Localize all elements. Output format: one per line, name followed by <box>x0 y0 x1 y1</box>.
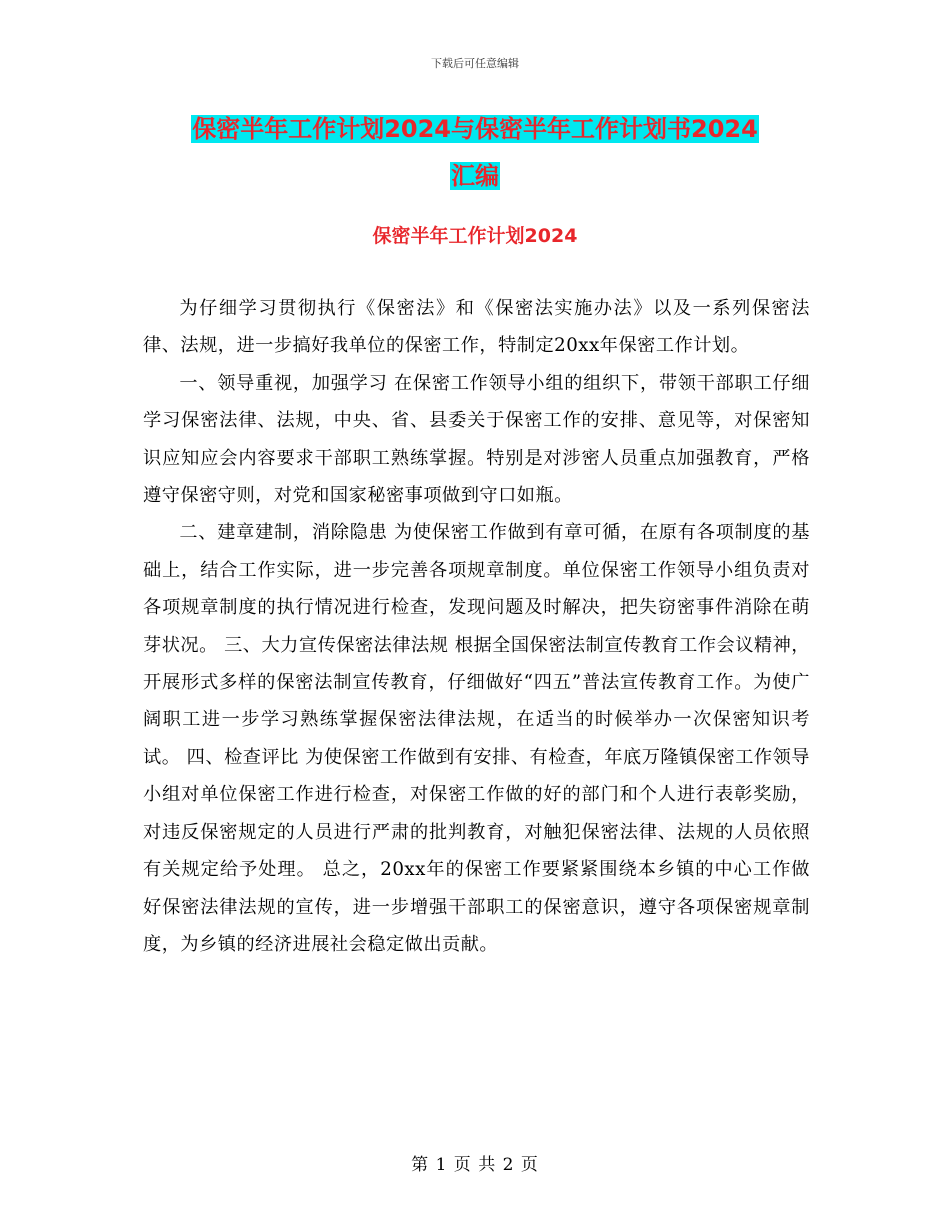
header-note: 下载后可任意编辑 <box>431 57 519 70</box>
paragraph-intro: 为仔细学习贯彻执行《保密法》和《保密法实施办法》以及一系列保密法律、法规，进一步搞好我单位的保密工作，特制定20xx年保密工作计划。 <box>143 298 810 357</box>
document-title <box>140 106 810 200</box>
document-title-line-1: 保密半年工作计划2024与保密半年工作计划书2024 <box>192 115 758 143</box>
section-title: 保密半年工作计划2024 <box>372 225 578 247</box>
body-text <box>143 290 810 963</box>
document-title-line-2: 汇编 <box>451 162 499 190</box>
paragraph-leadership: 一、领导重视，加强学习 在保密工作领导小组的组织下，带领干部职工仔细学习保密法律、法规，中央、省、县委关于保密工作的安排、意见等，对保密知识应知应会内容要求干部职工熟练掌握。特别是对涉密人员重点加强教育，严格遵守保密守则，对党和国家秘密事项做到守口如瓶。 <box>143 372 810 507</box>
page-footer: 第 1 页 共 2 页 <box>411 1155 539 1175</box>
paragraph-rules: 二、建章建制，消除隐患 为使保密工作做到有章可循，在原有各项制度的基础上，结合工作实际，进一步完善各项规章制度。单位保密工作领导小组负责对各项规章制度的执行情况进行检查，发现问题及时解决，把失窃密事件消除在萌芽状况。 三、大力宣传保密法律法规 根据全国保密法制宣传教育工作会议精神，开展形式多样的保密法制宣传教育，仔细做好“四五”普法宣传教育工作。为使广阔职工进一步学习熟练掌握保密法律法规，在适当的时候举办一次保密知识考试。 四、检查评比 为使保密工作做到有安排、有检查，年底万隆镇保密工作领导小组对单位保密工作进行检查，对保密工作做的好的部门和个人进行表彰奖励，对违反保密规定的人员进行严肃的批判教育，对触犯保密法律、法规的人员依照有关规定给予处理。 总之，20xx年的保密工作要紧紧围绕本乡镇的中心工作做好保密法律法规的宣传，进一步增强干部职工的保密意识，遵守各项保密规章制度，为乡镇的经济进展社会稳定做出贡献。 <box>143 522 810 955</box>
